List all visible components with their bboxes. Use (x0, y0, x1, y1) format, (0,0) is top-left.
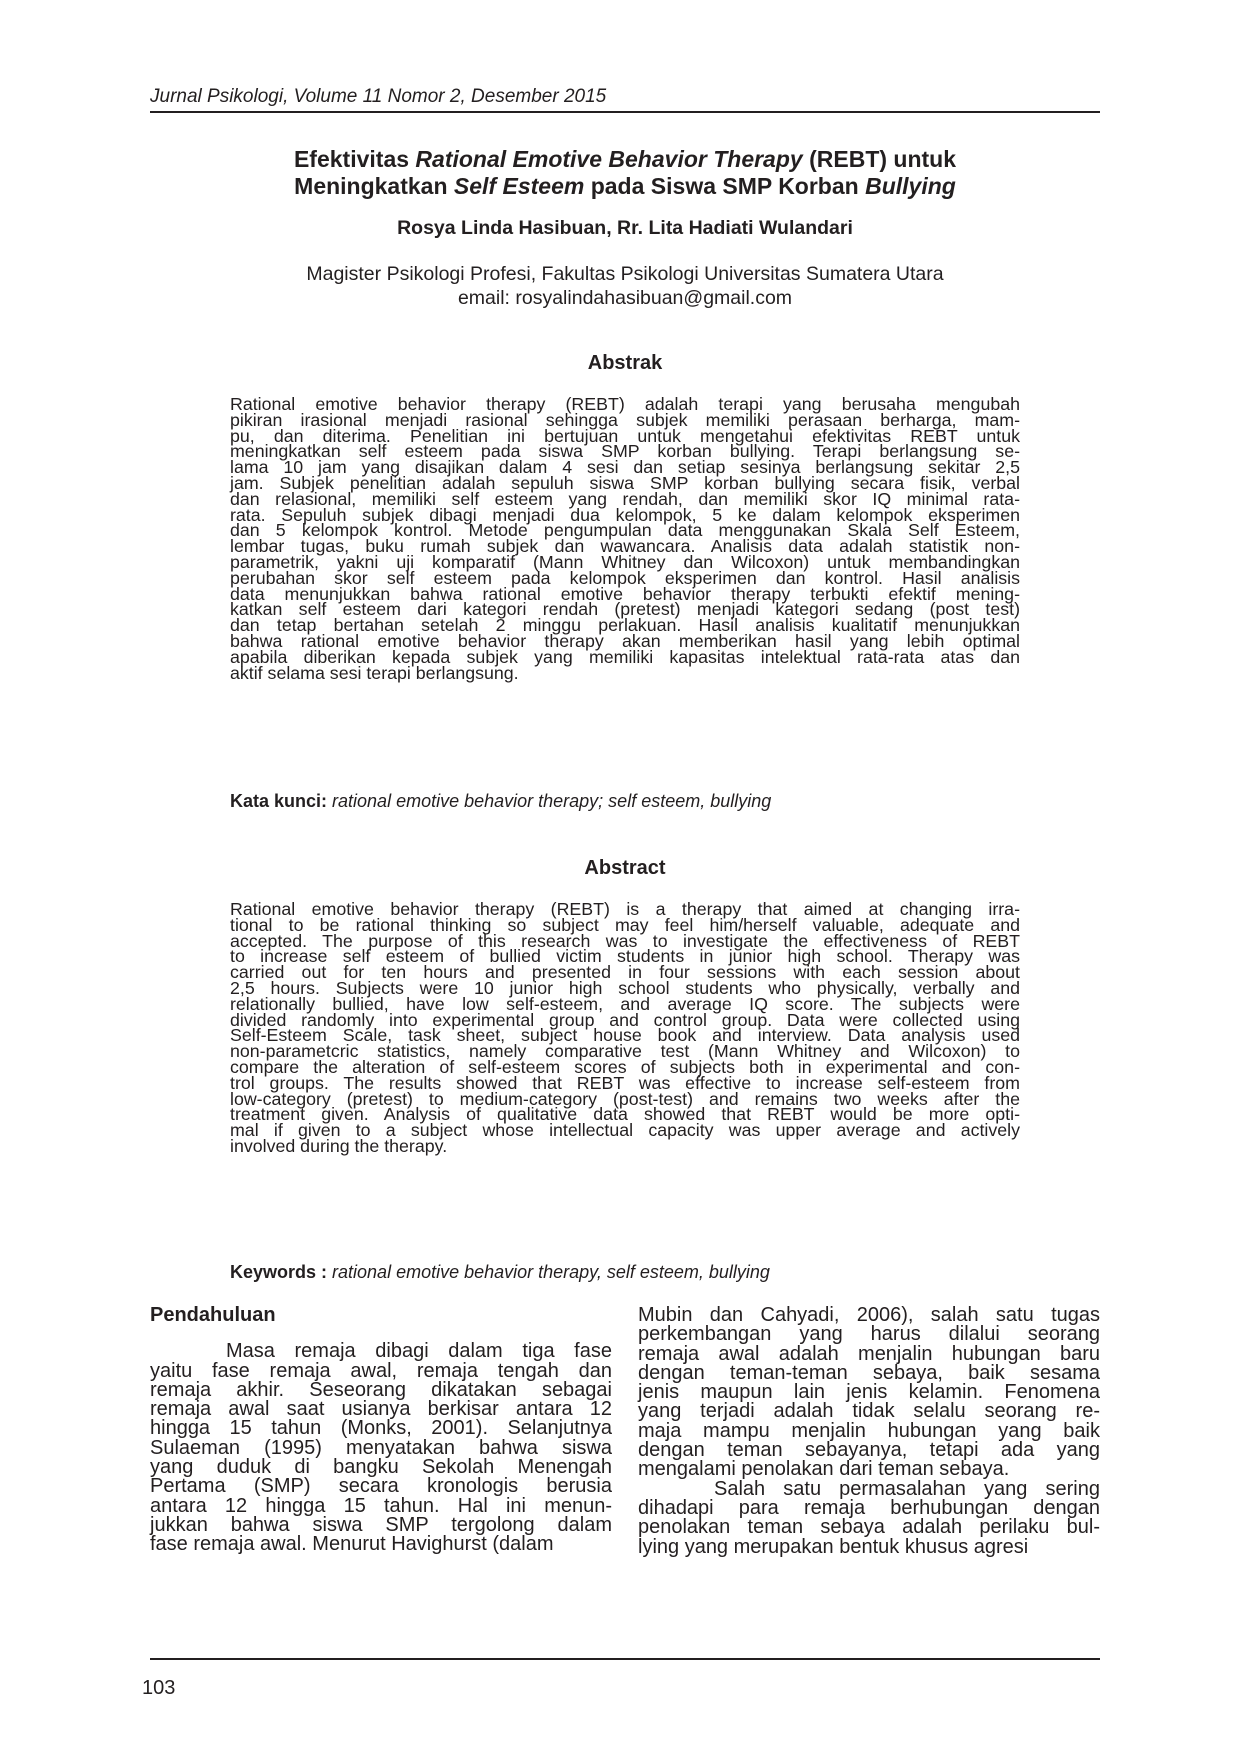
text-line: Masa remaja dibagi dalam tiga fase (226, 1340, 612, 1363)
text-line: yaitu fase remaja awal, remaja tengah dan (150, 1359, 612, 1382)
text-line: remaja awal saat usianya berkisar antara 12 (150, 1398, 612, 1421)
text-line: jam. Subjek penelitian adalah sepuluh siswa SMP korban bullying secara fisik, verbal (230, 472, 1020, 493)
article-title (150, 146, 1100, 200)
section-heading-pendahuluan: Pendahuluan (150, 1304, 276, 1326)
kata-kunci (230, 791, 1050, 812)
affiliation (150, 262, 1100, 310)
text-line: dengan teman sebayanya, tetapi ada yang (638, 1439, 1100, 1462)
keywords (230, 1262, 1050, 1283)
body-column-left (150, 1306, 612, 1555)
title-italic-text: Rational Emotive Behavior Therapy (415, 146, 803, 172)
text-line: aktif selama sesi terapi berlangsung. (230, 662, 519, 683)
text-line: carried out for ten hours and presented in four sessions with each session about (230, 962, 1020, 983)
text-line: hingga 15 tahun (Monks, 2001). Selanjutnya (150, 1417, 612, 1440)
text-line: low-category (pretest) to medium-category (post-test) and remains two weeks after the (230, 1088, 1020, 1109)
kata-kunci-label: Kata kunci: (230, 791, 328, 811)
text-line: involved during the therapy. (230, 1135, 448, 1156)
text-line: bahwa rational emotive behavior therapy akan memberikan hasil yang lebih optimal (230, 630, 1020, 651)
text-line: treatment given. Analysis of qualitative data showed that REBT would be more opti- (230, 1104, 1020, 1125)
text-line: dan 5 kelompok kontrol. Metode pengumpulan data menggunakan Skala Self Esteem, (230, 520, 1020, 541)
author-email: email: rosyalindahasibuan@gmail.com (457, 287, 793, 309)
text-line: Mubin dan Cahyadi, 2006), salah satu tugas (638, 1304, 1100, 1326)
text-line: lembar tugas, buku rumah subjek dan wawancara. Analisis data adalah statistik non- (230, 536, 1020, 557)
text-line: katkan self esteem dari kategori rendah (pretest) menjadi kategori sedang (post test) (230, 599, 1020, 620)
text-line: compare the alteration of self-esteem scores of subjects both in experimental and con- (230, 1056, 1020, 1077)
text-line: jenis maupun lain jenis kelamin. Fenomena (638, 1381, 1100, 1404)
text-line: Self-Esteem Scale, task sheet, subject house book and interview. Data analysis used (230, 1025, 1020, 1046)
text-line: jukkan bahwa siswa SMP tergolong dalam (150, 1513, 612, 1536)
keywords-text: rational emotive behavior therapy, self esteem, bullying (327, 1262, 770, 1282)
text-line: tional to be rational thinking so subject may feel him/herself valuable, adequate and (230, 914, 1020, 935)
text-line: divided randomly into experimental group and control group. Data were collected using (230, 1009, 1020, 1030)
text-line: Sulaeman (1995) menyatakan bahwa siswa (150, 1436, 612, 1459)
page-number: 103 (142, 1677, 176, 1699)
text-line: dengan teman-teman sebaya, baik sesama (638, 1361, 1100, 1384)
title-text: Meningkatkan (294, 173, 454, 199)
text-line: meningkatkan self esteem pada siswa SMP korban bullying. Terapi berlangsung se- (230, 441, 1020, 462)
header-rule (150, 111, 1100, 113)
text-line: mal if given to a subject whose intellectual capacity was upper average and actively (230, 1120, 1020, 1141)
text-line: penolakan teman sebaya adalah perilaku bul- (638, 1516, 1100, 1539)
text-line: yang terjadi adalah tidak selalu seorang re- (638, 1400, 1100, 1423)
text-line: dihadapi para remaja berhubungan dengan (638, 1496, 1100, 1519)
abstract-body (230, 899, 1020, 1156)
text-line: trol groups. The results showed that REBT was effective to increase self-esteem from (230, 1072, 1020, 1093)
text-line: accepted. The purpose of this research was to investigate the effectiveness of REBT (230, 930, 1020, 951)
abstrak-heading: Abstrak (587, 352, 663, 374)
text-line: maja mampu menjalin hubungan yang baik (638, 1419, 1100, 1442)
title-italic-text: Bullying (865, 173, 956, 199)
text-line: parametrik, yakni uji komparatif (Mann Whitney dan Wilcoxon) untuk membandingkan (230, 551, 1020, 572)
text-line: fase remaja awal. Menurut Havighurst (dalam (150, 1533, 554, 1556)
text-line: Rational emotive behavior therapy (REBT) adalah terapi yang berusaha mengubah (230, 394, 1020, 414)
text-line: relationally bullied, have low self-esteem, and average IQ score. The subjects were (230, 993, 1020, 1014)
keywords-label: Keywords : (230, 1262, 328, 1282)
text-line: dan relasional, memiliki self esteem yang rendah, dan memiliki skor IQ minimal rata- (230, 488, 1020, 509)
text-line: data menunjukkan bahwa rational emotive behavior therapy terbukti efektif mening- (230, 583, 1020, 604)
authors: Rosya Linda Hasibuan, Rr. Lita Hadiati Wulandari (397, 217, 853, 239)
text-line: dan tetap bertahan setelah 2 minggu perlakuan. Hasil analisis kualitatif menunjukkan (230, 615, 1020, 636)
title-text: (REBT) untuk (802, 146, 957, 172)
text-line: antara 12 hingga 15 tahun. Hal ini menun- (150, 1494, 612, 1517)
text-line: apabila diberikan kepada subjek yang memiliki kapasitas intelektual rata-rata atas dan (230, 646, 1020, 667)
text-line: Salah satu permasalahan yang sering (714, 1477, 1100, 1500)
abstrak-body (230, 394, 1020, 683)
institution: Magister Psikologi Profesi, Fakultas Psikologi Universitas Sumatera Utara (306, 263, 944, 285)
text-line: perkembangan yang harus dilalui seorang (638, 1323, 1100, 1346)
title-line-1 (150, 146, 1100, 173)
title-italic-text: Self Esteem (453, 173, 585, 199)
kata-kunci-text: rational emotive behavior therapy; self esteem, bullying (327, 791, 772, 811)
running-header: Jurnal Psikologi, Volume 11 Nomor 2, Desember 2015 (150, 86, 607, 107)
text-line: lying yang merupakan bentuk khusus agresi (638, 1535, 1029, 1558)
text-line: yang duduk di bangku Sekolah Menengah (150, 1456, 612, 1479)
text-line: pikiran irasional menjadi rasional sehingga subjek memiliki perasaan berharga, mam- (230, 409, 1020, 430)
text-line: 2,5 hours. Subjects were 10 junior high school students who physically, verbally and (230, 977, 1020, 998)
text-line: remaja awal adalah menjalin hubungan baru (638, 1342, 1100, 1365)
text-line: to increase self esteem of bullied victim students in junior high school. Therapy was (230, 946, 1020, 967)
title-text: pada Siswa SMP Korban (584, 173, 866, 199)
abstract-heading: Abstract (584, 857, 666, 879)
text-line: Pertama (SMP) secara kronologis berusia (150, 1475, 612, 1498)
title-text: Efektivitas (293, 146, 416, 172)
text-line: Rational emotive behavior therapy (REBT) is a therapy that aimed at changing irra- (230, 899, 1020, 919)
text-line: lama 10 jam yang disajikan dalam 4 sesi dan setiap sesinya berlangsung sekitar 2,5 (230, 457, 1020, 478)
text-line: perubahan skor self esteem pada kelompok eksperimen dan kontrol. Hasil analisis (230, 567, 1020, 588)
text-line: pu, dan diterima. Penelitian ini bertujuan untuk mengetahui efektivitas REBT untuk (230, 425, 1020, 446)
text-line: mengalami penolakan dari teman sebaya. (638, 1458, 1010, 1481)
title-line-2 (150, 173, 1100, 200)
body-column-right (638, 1306, 1100, 1557)
text-line: remaja akhir. Seseorang dikatakan sebagai (150, 1378, 612, 1401)
footer-rule (150, 1658, 1100, 1660)
text-line: rata. Sepuluh subjek dibagi menjadi dua kelompok, 5 ke dalam kelompok eksperimen (230, 504, 1020, 525)
text-line: non-parametcric statistics, namely comparative test (Mann Whitney and Wilcoxon) to (230, 1041, 1020, 1062)
